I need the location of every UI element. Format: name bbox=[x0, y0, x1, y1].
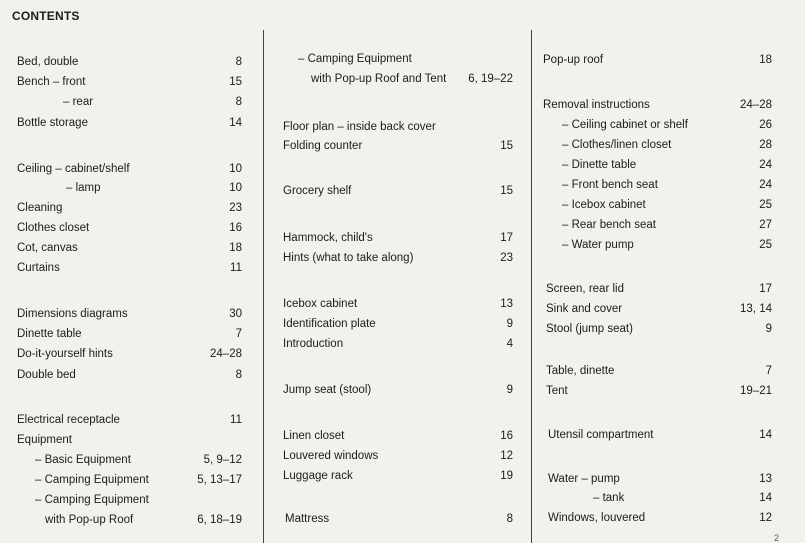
index-term: Identification plate bbox=[283, 318, 376, 330]
index-term: – Camping Equipment bbox=[298, 53, 412, 65]
index-entry bbox=[285, 510, 513, 528]
index-pages: 17 bbox=[759, 283, 772, 295]
index-pages: 9 bbox=[506, 384, 513, 396]
index-entry bbox=[546, 382, 772, 400]
index-term: – Camping Equipment bbox=[35, 474, 149, 486]
index-pages: 17 bbox=[500, 232, 513, 244]
index-entry bbox=[283, 249, 513, 267]
index-entry bbox=[283, 335, 513, 353]
index-entry bbox=[283, 381, 513, 399]
index-term: Electrical receptacle bbox=[17, 414, 120, 426]
index-pages: 4 bbox=[506, 338, 513, 350]
index-term: – Basic Equipment bbox=[35, 454, 131, 466]
index-term: Floor plan – inside back cover bbox=[283, 121, 436, 133]
index-entry bbox=[17, 411, 242, 429]
index-entry bbox=[17, 73, 242, 91]
index-term: Utensil compartment bbox=[548, 429, 654, 441]
page-title: CONTENTS bbox=[12, 9, 80, 23]
index-pages: 12 bbox=[759, 512, 772, 524]
index-pages: 25 bbox=[759, 199, 772, 211]
index-term: Screen, rear lid bbox=[546, 283, 624, 295]
index-entry bbox=[17, 325, 242, 343]
index-term: with Pop-up Roof and Tent bbox=[311, 73, 447, 85]
index-term: Hints (what to take along) bbox=[283, 252, 414, 264]
index-entry bbox=[548, 509, 772, 527]
index-term: Bed, double bbox=[17, 56, 79, 68]
index-entry bbox=[562, 156, 772, 174]
index-term: Dinette table bbox=[17, 328, 82, 340]
index-pages: 5, 13–17 bbox=[197, 474, 242, 486]
index-term: – Dinette table bbox=[562, 159, 637, 171]
index-term: Louvered windows bbox=[283, 450, 379, 462]
index-pages: 28 bbox=[759, 139, 772, 151]
index-pages: 13 bbox=[759, 473, 772, 485]
index-term: Grocery shelf bbox=[283, 185, 352, 197]
index-term: Tent bbox=[546, 385, 568, 397]
index-term: Linen closet bbox=[283, 430, 345, 442]
index-entry bbox=[17, 239, 242, 257]
index-entry bbox=[562, 176, 772, 194]
index-pages: 24 bbox=[759, 159, 772, 171]
index-pages: 9 bbox=[765, 323, 772, 335]
column-divider bbox=[263, 30, 264, 543]
index-pages: 7 bbox=[235, 328, 242, 340]
index-pages: 10 bbox=[229, 182, 242, 194]
index-pages: 15 bbox=[500, 140, 513, 152]
index-entry bbox=[562, 236, 772, 254]
index-entry bbox=[17, 259, 242, 277]
index-pages: 15 bbox=[229, 76, 242, 88]
index-pages: 8 bbox=[506, 513, 513, 525]
index-term: Pop-up roof bbox=[543, 54, 604, 66]
index-pages: 30 bbox=[229, 308, 242, 320]
index-entry bbox=[283, 182, 513, 200]
index-entry bbox=[45, 511, 242, 529]
index-term: Do-it-yourself hints bbox=[17, 348, 113, 360]
index-term: Water – pump bbox=[548, 473, 620, 485]
index-term: Windows, louvered bbox=[548, 512, 646, 524]
index-term: Bottle storage bbox=[17, 117, 88, 129]
page-edge-mark: 2 bbox=[773, 533, 779, 543]
index-term: Removal instructions bbox=[543, 99, 650, 111]
index-entry bbox=[562, 116, 772, 134]
index-pages: 6, 19–22 bbox=[468, 73, 513, 85]
index-entry bbox=[283, 427, 513, 445]
index-pages: 7 bbox=[765, 365, 772, 377]
index-term: Jump seat (stool) bbox=[283, 384, 372, 396]
index-pages: 13, 14 bbox=[740, 303, 772, 315]
index-term: – Water pump bbox=[562, 239, 634, 251]
index-term: Table, dinette bbox=[546, 365, 615, 377]
index-term: Cot, canvas bbox=[17, 242, 78, 254]
index-entry bbox=[17, 431, 242, 449]
index-entry bbox=[35, 491, 242, 509]
index-term: – Front bench seat bbox=[562, 179, 658, 191]
index-entry bbox=[283, 137, 513, 155]
index-term: Icebox cabinet bbox=[283, 298, 358, 310]
index-entry bbox=[562, 136, 772, 154]
index-entry bbox=[17, 366, 242, 384]
index-entry bbox=[546, 320, 772, 338]
index-term: Luggage rack bbox=[283, 470, 353, 482]
index-term: Double bed bbox=[17, 369, 76, 381]
index-pages: 8 bbox=[235, 369, 242, 381]
index-pages: 14 bbox=[229, 117, 242, 129]
index-term: Hammock, child's bbox=[283, 232, 373, 244]
index-entry bbox=[546, 300, 772, 318]
index-term: – rear bbox=[63, 96, 94, 108]
index-entry bbox=[283, 447, 513, 465]
index-entry bbox=[546, 362, 772, 380]
index-entry bbox=[17, 345, 242, 363]
index-pages: 23 bbox=[500, 252, 513, 264]
index-pages: 8 bbox=[235, 96, 242, 108]
index-entry bbox=[298, 50, 513, 68]
index-entry bbox=[17, 160, 242, 178]
index-pages: 6, 18–19 bbox=[197, 514, 242, 526]
index-entry bbox=[63, 93, 242, 111]
index-entry bbox=[17, 53, 242, 71]
index-pages: 24 bbox=[759, 179, 772, 191]
index-term: Stool (jump seat) bbox=[546, 323, 633, 335]
index-pages: 19–21 bbox=[740, 385, 772, 397]
index-term: Equipment bbox=[17, 434, 72, 446]
index-pages: 12 bbox=[500, 450, 513, 462]
index-pages: 16 bbox=[500, 430, 513, 442]
index-entry bbox=[17, 114, 242, 132]
index-entry bbox=[66, 179, 242, 197]
index-pages: 23 bbox=[229, 202, 242, 214]
index-entry bbox=[35, 471, 242, 489]
index-pages: 16 bbox=[229, 222, 242, 234]
index-term: – Rear bench seat bbox=[562, 219, 656, 231]
index-pages: 9 bbox=[506, 318, 513, 330]
index-entry bbox=[543, 51, 772, 69]
index-term: – lamp bbox=[66, 182, 101, 194]
index-pages: 24–28 bbox=[740, 99, 772, 111]
index-term: Clothes closet bbox=[17, 222, 90, 234]
index-pages: 18 bbox=[229, 242, 242, 254]
index-pages: 11 bbox=[230, 262, 242, 274]
index-pages: 5, 9–12 bbox=[203, 454, 242, 466]
index-entry bbox=[283, 118, 513, 136]
index-term: with Pop-up Roof bbox=[45, 514, 134, 526]
index-entry bbox=[543, 96, 772, 114]
index-entry bbox=[593, 489, 772, 507]
index-term: Folding counter bbox=[283, 140, 363, 152]
index-term: Ceiling – cabinet/shelf bbox=[17, 163, 130, 175]
index-entry bbox=[17, 199, 242, 217]
index-pages: 8 bbox=[235, 56, 242, 68]
column-divider bbox=[531, 30, 532, 543]
index-pages: 27 bbox=[759, 219, 772, 231]
index-pages: 13 bbox=[500, 298, 513, 310]
index-entry bbox=[548, 470, 772, 488]
index-pages: 11 bbox=[230, 414, 242, 426]
index-entry bbox=[283, 295, 513, 313]
index-term: Curtains bbox=[17, 262, 60, 274]
index-pages: 24–28 bbox=[210, 348, 242, 360]
index-term: Bench – front bbox=[17, 76, 86, 88]
index-pages: 14 bbox=[759, 492, 772, 504]
index-entry bbox=[546, 280, 772, 298]
index-entry bbox=[283, 229, 513, 247]
index-term: Cleaning bbox=[17, 202, 63, 214]
index-entry bbox=[283, 467, 513, 485]
index-term: Dimensions diagrams bbox=[17, 308, 128, 320]
index-entry bbox=[35, 451, 242, 469]
index-pages: 19 bbox=[500, 470, 513, 482]
index-term: Mattress bbox=[285, 513, 330, 525]
index-entry bbox=[562, 196, 772, 214]
index-entry bbox=[562, 216, 772, 234]
index-entry bbox=[548, 426, 772, 444]
index-term: – Camping Equipment bbox=[35, 494, 149, 506]
index-pages: 14 bbox=[759, 429, 772, 441]
index-term: – Icebox cabinet bbox=[562, 199, 646, 211]
index-pages: 15 bbox=[500, 185, 513, 197]
index-pages: 18 bbox=[759, 54, 772, 66]
index-term: – Clothes/linen closet bbox=[562, 139, 672, 151]
index-pages: 10 bbox=[229, 163, 242, 175]
index-term: Introduction bbox=[283, 338, 344, 350]
index-term: – Ceiling cabinet or shelf bbox=[562, 119, 688, 131]
index-pages: 26 bbox=[759, 119, 772, 131]
index-entry bbox=[311, 70, 513, 88]
index-term: – tank bbox=[593, 492, 625, 504]
index-term: Sink and cover bbox=[546, 303, 623, 315]
index-entry bbox=[17, 219, 242, 237]
index-entry bbox=[17, 305, 242, 323]
index-pages: 25 bbox=[759, 239, 772, 251]
index-entry bbox=[283, 315, 513, 333]
